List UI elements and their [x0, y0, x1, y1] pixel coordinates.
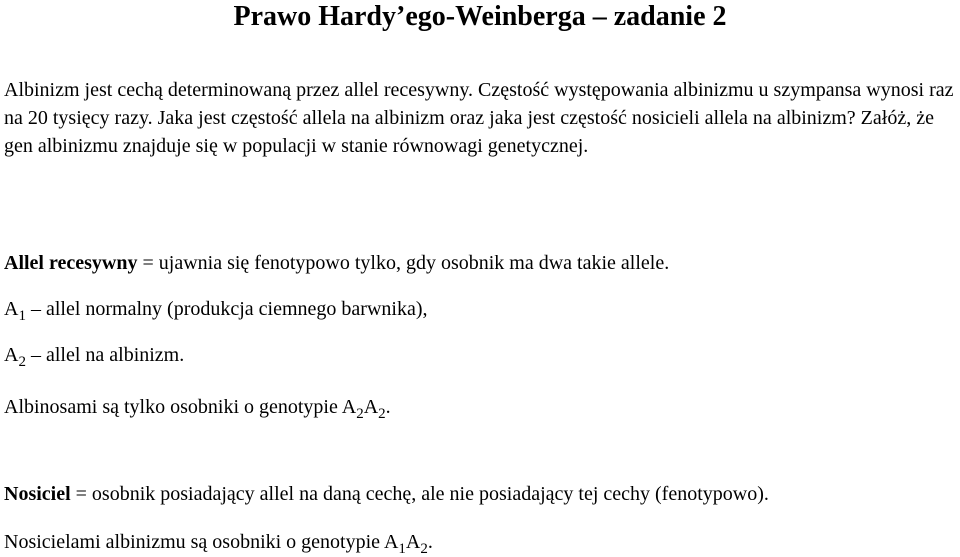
recessive-allele-term: Allel recesywny	[4, 252, 138, 274]
carrier-definition	[4, 481, 769, 507]
recessive-allele-text: = ujawnia się fenotypowo tylko, gdy osobnik ma dwa takie allele.	[137, 252, 670, 274]
albinos-genotype-line	[4, 394, 391, 422]
albinos-text: Albinosami są tylko osobniki o genotypie	[4, 396, 342, 418]
allele-a1-description: – allel normalny (produkcja ciemnego barwnika),	[25, 298, 428, 320]
page-title: Prawo Hardy’ego-Weinberga – zadanie 2	[233, 1, 727, 32]
albinos-genotype-b: A	[363, 396, 379, 418]
carriers-genotype-a-index: 1	[398, 541, 406, 557]
carriers-genotype-line	[4, 529, 433, 557]
carriers-genotype-a: A	[383, 531, 399, 553]
carrier-text: = osobnik posiadający allel na daną cechę, ale nie posiadający tej cechy (fenotypowo).	[70, 483, 769, 505]
allele-a2-line	[4, 342, 184, 370]
allele-a2-symbol: A	[4, 344, 19, 366]
recessive-allele-definition	[4, 250, 669, 276]
carrier-term: Nosiciel	[4, 483, 71, 505]
allele-a1-index: 1	[18, 308, 26, 324]
albinos-genotype-a-index: 2	[356, 406, 364, 422]
allele-a2-index: 2	[18, 354, 26, 370]
task-description: Albinizm jest cechą determinowaną przez allel recesywny. Częstość występowania albinizmu u szympansa wynosi raz na 20 tysięcy razy. Jaka jest częstość allela na albinizm oraz jaka jest częstość nosicieli allela na albinizm? Załóż, że gen albinizmu znajduje się w populacji w stanie równowagi genetycznej.	[4, 79, 954, 157]
carriers-text: Nosicielami albinizmu są osobniki o genotypie	[4, 531, 384, 553]
albinos-period: .	[385, 396, 391, 418]
allele-a2-description: – allel na albinizm.	[25, 344, 185, 366]
albinos-genotype-b-index: 2	[378, 406, 386, 422]
carriers-period: .	[427, 531, 433, 553]
allele-a1-line	[4, 296, 427, 324]
allele-a1-symbol: A	[4, 298, 19, 320]
carriers-genotype-b-index: 2	[420, 541, 428, 557]
carriers-genotype-b: A	[405, 531, 421, 553]
albinos-genotype-a: A	[341, 396, 357, 418]
